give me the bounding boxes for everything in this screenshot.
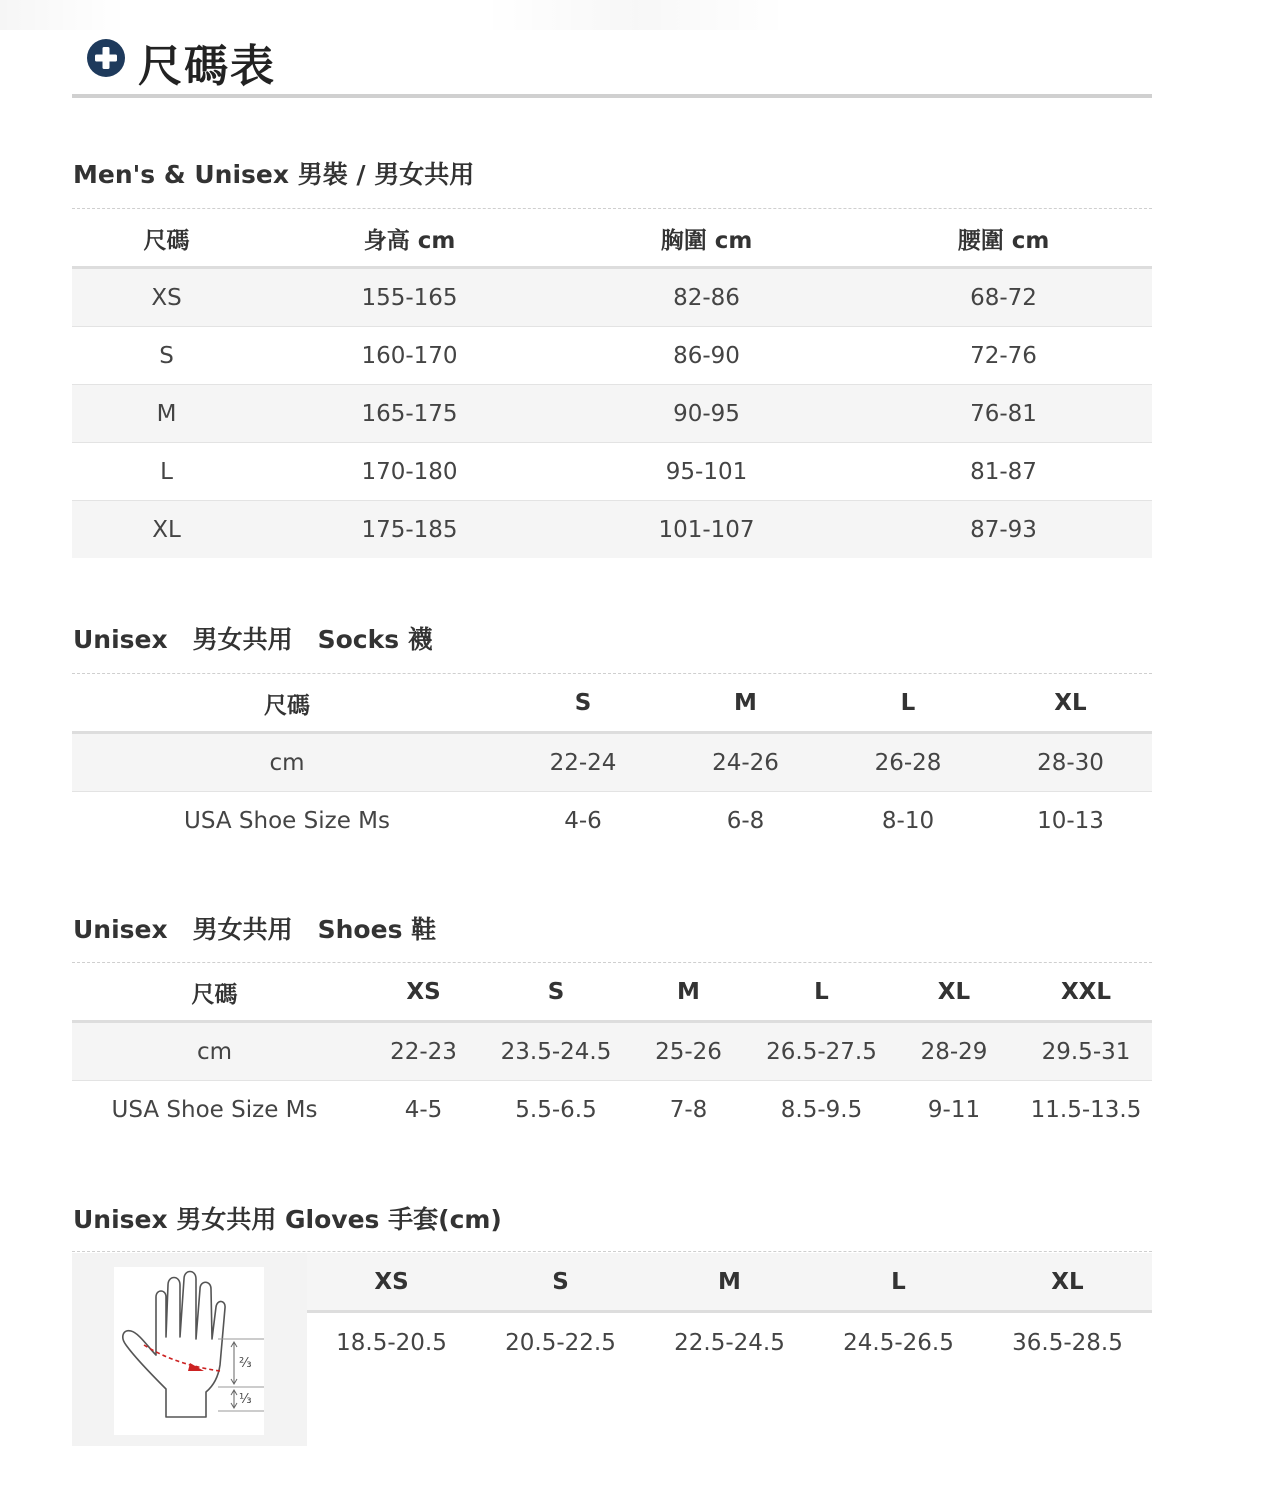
page-title: 尺碼表: [138, 41, 276, 92]
value-cell: 22-24: [502, 733, 664, 792]
value-cell: 7-8: [669, 1096, 708, 1123]
header-cell: M: [622, 964, 755, 1022]
value-cell: 18.5-20.5: [336, 1330, 447, 1356]
value-cell: 8-10: [881, 807, 935, 834]
table-row: [307, 1312, 1152, 1374]
value-cell: 10-13: [1037, 807, 1104, 834]
table-row: [72, 443, 1152, 501]
socks-size-table: [72, 675, 1152, 849]
size-cell: L: [72, 443, 261, 501]
height-cell: 160-170: [261, 327, 558, 385]
header-cell: 尺碼: [72, 675, 502, 733]
height-cell: 175-185: [261, 501, 558, 559]
header-cell: XS: [357, 964, 490, 1022]
header-cell: S: [476, 1253, 645, 1312]
chest-cell: 101-107: [558, 501, 855, 559]
hand-outline-icon: [114, 1267, 264, 1435]
header-cell: 胸圍 cm: [558, 210, 855, 268]
one-third-label: ⅓: [239, 1392, 252, 1407]
chest-cell: 95-101: [558, 443, 855, 501]
table-header-row: [307, 1253, 1152, 1312]
size-cell: XL: [72, 501, 261, 559]
hand-measurement-diagram: [114, 1267, 264, 1435]
header-cell: L: [827, 675, 989, 733]
socks-section-title: Unisex 男女共用 Socks 襪: [73, 625, 433, 654]
header-cell: 腰圍 cm: [855, 210, 1152, 268]
value-cell: 24-26: [664, 733, 827, 792]
table-header-row: [72, 210, 1152, 268]
row-label-cell: cm: [72, 733, 502, 792]
table-row: [72, 501, 1152, 559]
table-row: [72, 327, 1152, 385]
value-cell: 36.5-28.5: [1012, 1330, 1123, 1356]
value-cell: 28-30: [989, 733, 1152, 792]
header-cell: 尺碼: [72, 210, 261, 268]
size-cell: S: [72, 327, 261, 385]
waist-cell: 76-81: [855, 385, 1152, 443]
size-cell: M: [72, 385, 261, 443]
value-cell: 5.5-6.5: [515, 1096, 597, 1123]
waist-cell: 81-87: [855, 443, 1152, 501]
size-cell: XS: [72, 268, 261, 327]
value-cell: 11.5-13.5: [1030, 1096, 1142, 1123]
table-row: [72, 792, 1152, 850]
row-label-cell: cm: [72, 1022, 357, 1081]
header-cell: XXL: [1020, 964, 1152, 1022]
value-cell: 25-26: [622, 1022, 755, 1081]
row-label-cell: USA Shoe Size Ms: [184, 807, 390, 834]
two-thirds-label: ⅔: [239, 1356, 252, 1371]
header-cell: S: [502, 675, 664, 733]
header-cell: S: [490, 964, 622, 1022]
table-row: [72, 733, 1152, 792]
shoes-size-table: [72, 964, 1152, 1138]
divider: [72, 208, 1152, 209]
value-cell: 4-5: [404, 1096, 443, 1123]
header-cell: 尺碼: [72, 964, 357, 1022]
top-shadow: [0, 0, 1271, 30]
value-cell: 4-6: [564, 807, 602, 834]
waist-cell: 68-72: [855, 268, 1152, 327]
table-row: [72, 1022, 1152, 1081]
waist-cell: 72-76: [855, 327, 1152, 385]
height-cell: 155-165: [261, 268, 558, 327]
header-cell: XL: [888, 964, 1020, 1022]
page-header: [72, 28, 1152, 98]
divider: [72, 962, 1152, 963]
value-cell: 22.5-24.5: [674, 1330, 785, 1356]
chest-cell: 86-90: [558, 327, 855, 385]
height-cell: 170-180: [261, 443, 558, 501]
table-row: [72, 385, 1152, 443]
value-cell: 6-8: [726, 807, 765, 834]
mens-section-title: Men's & Unisex 男裝 / 男女共用: [73, 160, 475, 189]
value-cell: 29.5-31: [1020, 1022, 1152, 1081]
chest-cell: 90-95: [558, 385, 855, 443]
chest-cell: 82-86: [558, 268, 855, 327]
header-cell: M: [645, 1253, 814, 1312]
glove-diagram-panel: [72, 1253, 307, 1446]
value-cell: 23.5-24.5: [490, 1022, 622, 1081]
plus-circle-icon[interactable]: [86, 38, 126, 78]
value-cell: 22-23: [357, 1022, 490, 1081]
row-label-cell: USA Shoe Size Ms: [111, 1096, 318, 1123]
waist-cell: 87-93: [855, 501, 1152, 559]
table-header-row: [72, 675, 1152, 733]
header-cell: XL: [989, 675, 1152, 733]
value-cell: 28-29: [888, 1022, 1020, 1081]
value-cell: 20.5-22.5: [505, 1330, 616, 1356]
table-header-row: [72, 964, 1152, 1022]
header-cell: L: [814, 1253, 983, 1312]
gloves-size-table: [307, 1253, 1152, 1373]
shoes-section-title: Unisex 男女共用 Shoes 鞋: [73, 915, 437, 944]
value-cell: 8.5-9.5: [780, 1096, 863, 1123]
value-cell: 26.5-27.5: [755, 1022, 888, 1081]
value-cell: 26-28: [827, 733, 989, 792]
mens-size-table: [72, 210, 1152, 558]
divider: [72, 1251, 1152, 1252]
header-cell: M: [664, 675, 827, 733]
value-cell: 24.5-26.5: [843, 1330, 954, 1356]
value-cell: 9-11: [927, 1096, 981, 1123]
header-cell: L: [755, 964, 888, 1022]
gloves-section-title: Unisex 男女共用 Gloves 手套(cm): [73, 1205, 502, 1234]
header-cell: XS: [307, 1253, 476, 1312]
table-row: [72, 1081, 1152, 1139]
height-cell: 165-175: [261, 385, 558, 443]
header-cell: XL: [983, 1253, 1152, 1312]
table-row: [72, 268, 1152, 327]
divider: [72, 673, 1152, 674]
header-cell: 身高 cm: [261, 210, 558, 268]
